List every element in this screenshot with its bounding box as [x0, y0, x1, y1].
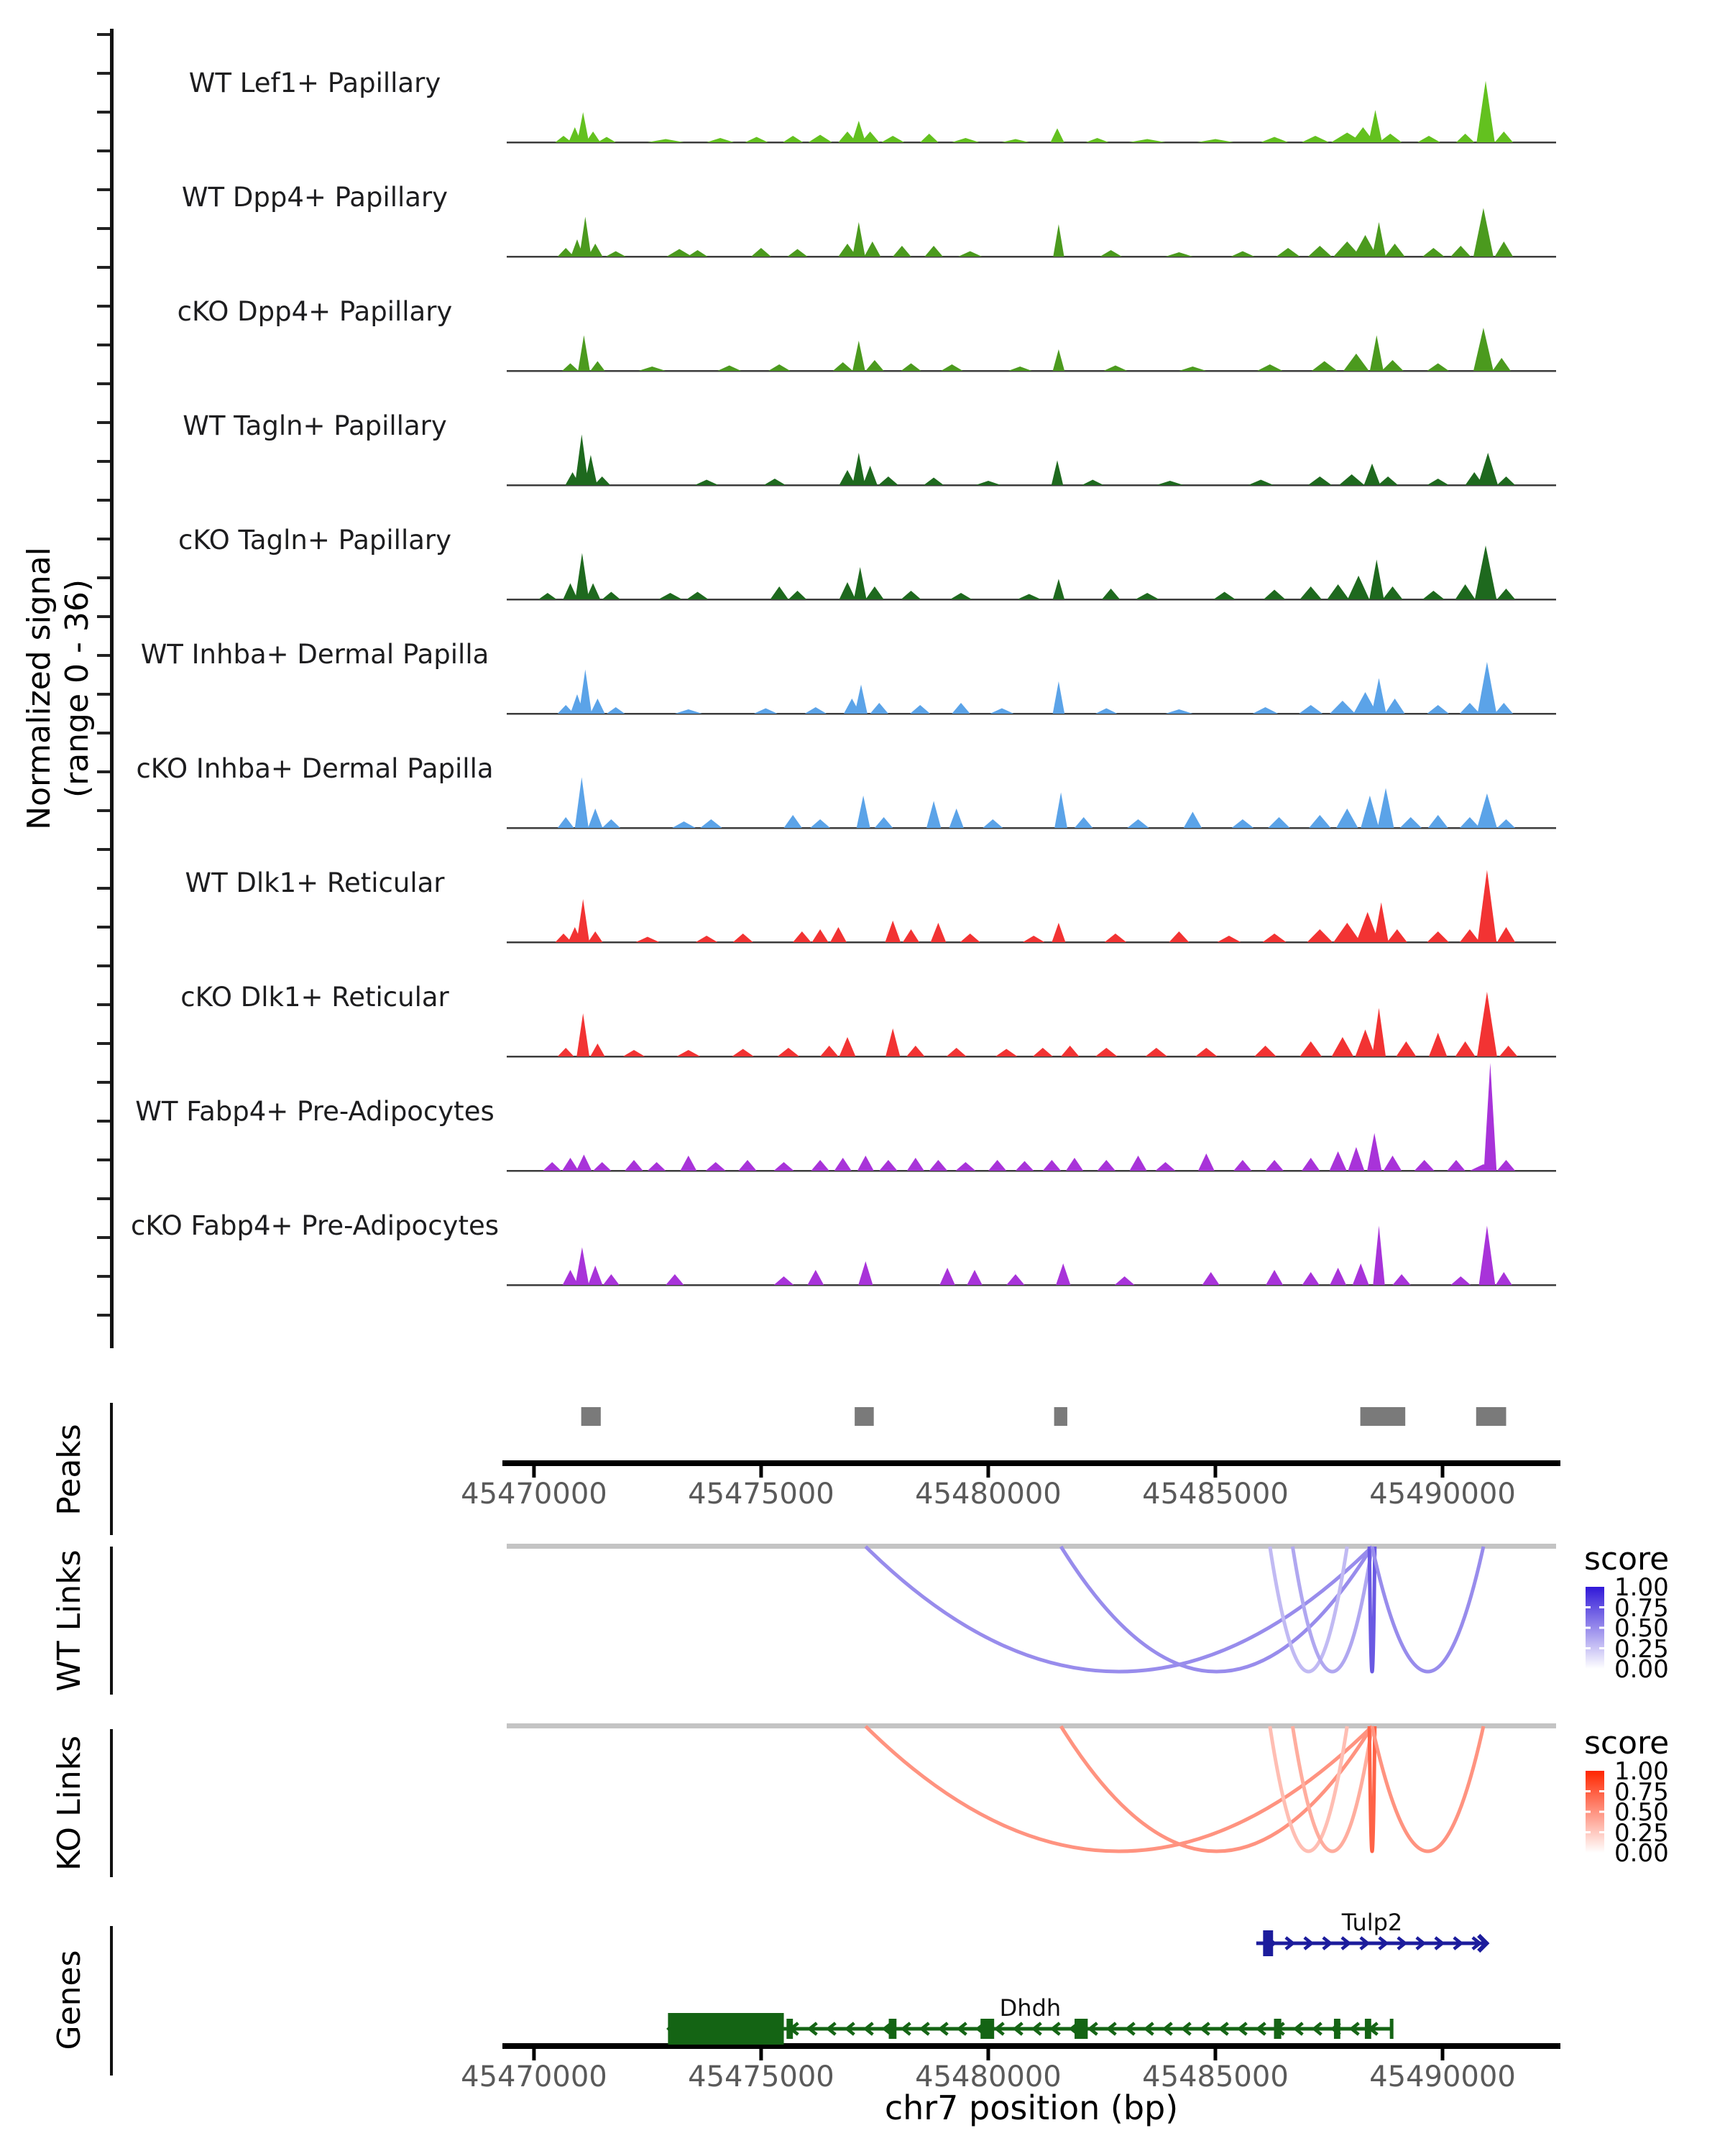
- gene-label-Tulp2: Tulp2: [1341, 1909, 1403, 1936]
- signal-axis-tick: [97, 1197, 110, 1200]
- peak-interval-4: [1476, 1407, 1506, 1426]
- section-bracket-genes: [110, 1926, 113, 2076]
- gene-exon-Dhdh-2: [889, 2019, 897, 2039]
- gene-exon-Dhdh-3: [980, 2019, 994, 2039]
- ko-legend-tick-0: 1.00: [1614, 1757, 1669, 1786]
- wt-link-arc-2: [1270, 1547, 1348, 1672]
- peaks-axis-line: [502, 1460, 1560, 1466]
- signal-axis-tick: [97, 615, 110, 618]
- signal-axis-tick: [97, 499, 110, 502]
- gene-exon-Dhdh-7: [1365, 2019, 1371, 2039]
- section-label-wt-links: WT Links: [51, 1549, 88, 1692]
- signal-axis-tick: [97, 926, 110, 929]
- signal-axis-tick: [97, 1120, 110, 1123]
- signal-axis-tick: [97, 460, 110, 463]
- peaks-axis-tick: [532, 1466, 535, 1478]
- track-label-6: cKO Inhba+ Dermal Papilla: [136, 753, 494, 784]
- signal-axis-tick: [97, 382, 110, 385]
- gene-label-Dhdh: Dhdh: [999, 1994, 1062, 2022]
- signal-axis-tick: [97, 1314, 110, 1317]
- signal-axis-tick: [97, 188, 110, 191]
- ko-links-baseline: [507, 1723, 1556, 1728]
- track-label-8: cKO Dlk1+ Reticular: [180, 982, 449, 1013]
- signal-axis-tick: [97, 654, 110, 657]
- peaks-tick-label-4: 45490000: [1369, 1478, 1516, 1511]
- signal-axis-tick: [97, 266, 110, 269]
- signal-track-10: [507, 1226, 1556, 1286]
- gene-exon-Dhdh-6: [1334, 2019, 1340, 2039]
- peaks-tick-label-0: 45470000: [461, 1478, 607, 1511]
- signal-axis-tick: [97, 1042, 110, 1045]
- legend-notch: [1586, 1606, 1591, 1608]
- peaks-axis-tick: [1213, 1466, 1217, 1478]
- section-bracket-wt-links: [110, 1547, 113, 1695]
- signal-axis-tick: [97, 33, 110, 36]
- signal-axis-tick: [97, 887, 110, 890]
- signal-axis-tick: [97, 809, 110, 812]
- signal-axis-tick: [97, 111, 110, 114]
- signal-track-3: [507, 435, 1556, 486]
- bottom-tick-label-0: 45470000: [461, 2060, 607, 2093]
- signal-track-0: [507, 81, 1556, 143]
- track-label-5: WT Inhba+ Dermal Papilla: [140, 639, 489, 670]
- bottom-tick-label-2: 45480000: [915, 2060, 1062, 2093]
- peak-interval-3: [1361, 1407, 1406, 1426]
- wt-score-legend-title: score: [1584, 1541, 1670, 1577]
- x-axis-title: chr7 position (bp): [884, 2088, 1179, 2127]
- wt-legend-tick-2: 0.50: [1614, 1614, 1669, 1643]
- bottom-axis-tick: [1440, 2049, 1444, 2060]
- wt-link-arc-4: [1369, 1547, 1375, 1672]
- signal-track-4: [507, 545, 1556, 599]
- track-baseline-6: [507, 827, 1556, 829]
- section-bracket-peaks: [110, 1403, 113, 1535]
- ko-score-legend-title: score: [1584, 1725, 1670, 1761]
- signal-axis-spine: [110, 29, 114, 1348]
- track-label-10: cKO Fabp4+ Pre-Adipocytes: [130, 1210, 499, 1241]
- bottom-axis-tick: [1213, 2049, 1217, 2060]
- signal-track-7: [507, 870, 1556, 943]
- track-label-0: WT Lef1+ Papillary: [188, 68, 441, 98]
- signal-axis-tick: [97, 72, 110, 75]
- legend-notch: [1586, 1811, 1591, 1813]
- signal-axis-tick: [97, 693, 110, 696]
- legend-notch: [1586, 1647, 1591, 1649]
- legend-notch: [1586, 1627, 1591, 1629]
- legend-notch: [1586, 1831, 1591, 1833]
- legend-notch: [1586, 1790, 1591, 1792]
- legend-notch: [1599, 1647, 1604, 1649]
- signal-axis-tick: [97, 1236, 110, 1239]
- signal-axis-tick: [97, 770, 110, 773]
- signal-track-5: [507, 662, 1556, 714]
- section-label-genes: Genes: [51, 1950, 88, 2050]
- bottom-axis-tick: [759, 2049, 763, 2060]
- signal-axis-tick: [97, 344, 110, 346]
- track-baseline-3: [507, 484, 1556, 487]
- track-label-7: WT Dlk1+ Reticular: [185, 867, 445, 898]
- gene-exon-Dhdh-0: [668, 2013, 783, 2045]
- bottom-axis-tick: [532, 2049, 535, 2060]
- peak-interval-2: [1054, 1407, 1067, 1426]
- signal-axis-tick: [97, 848, 110, 851]
- track-label-4: cKO Tagln+ Papillary: [178, 525, 452, 556]
- signal-track-1: [507, 208, 1556, 257]
- gene-exon-Dhdh-4: [1075, 2019, 1087, 2039]
- signal-track-9: [507, 1063, 1556, 1171]
- signal-axis-tick: [97, 538, 110, 540]
- peaks-axis-tick: [1440, 1466, 1444, 1478]
- track-label-9: WT Fabp4+ Pre-Adipocytes: [135, 1096, 494, 1127]
- gene-exon-Dhdh-8: [1390, 2019, 1394, 2039]
- signal-axis-tick: [97, 964, 110, 967]
- legend-notch: [1599, 1790, 1604, 1792]
- legend-notch: [1599, 1627, 1604, 1629]
- legend-notch: [1599, 1831, 1604, 1833]
- bottom-tick-label-1: 45475000: [688, 2060, 834, 2093]
- signal-track-2: [507, 328, 1556, 371]
- ko-link-arc-4: [1369, 1726, 1375, 1851]
- signal-axis-tick: [97, 421, 110, 424]
- ko-legend-tick-2: 0.50: [1614, 1798, 1669, 1827]
- gene-exon-Dhdh-1: [786, 2019, 793, 2039]
- peak-interval-0: [581, 1407, 601, 1426]
- signal-axis-tick: [97, 1003, 110, 1006]
- peaks-tick-label-3: 45485000: [1142, 1478, 1289, 1511]
- peaks-axis-tick: [759, 1466, 763, 1478]
- section-bracket-ko-links: [110, 1729, 113, 1877]
- signal-axis-tick: [97, 149, 110, 152]
- signal-axis-tick: [97, 732, 110, 734]
- y-axis-label-line1: Normalized signal: [21, 547, 58, 830]
- legend-notch: [1599, 1606, 1604, 1608]
- track-label-1: WT Dpp4+ Papillary: [181, 182, 448, 213]
- ko-link-arc-5: [1372, 1726, 1484, 1851]
- signal-axis-tick: [97, 1158, 110, 1161]
- section-label-ko-links: KO Links: [51, 1735, 88, 1871]
- signal-axis-tick: [97, 305, 110, 308]
- bottom-axis-line: [502, 2043, 1560, 2049]
- signal-track-6: [507, 778, 1556, 829]
- signal-axis-tick: [97, 227, 110, 230]
- track-label-3: WT Tagln+ Papillary: [183, 410, 447, 441]
- peak-interval-1: [855, 1407, 874, 1426]
- wt-legend-tick-3: 0.25: [1614, 1634, 1669, 1664]
- wt-legend-tick-0: 1.00: [1614, 1573, 1669, 1602]
- track-label-2: cKO Dpp4+ Papillary: [177, 296, 453, 327]
- ko-legend-tick-3: 0.25: [1614, 1818, 1669, 1848]
- wt-legend-tick-1: 0.75: [1614, 1593, 1669, 1623]
- bottom-tick-label-3: 45485000: [1142, 2060, 1289, 2093]
- bottom-axis-tick: [986, 2049, 990, 2060]
- y-axis-label-line2: (range 0 - 36): [59, 579, 96, 798]
- gene-exon-Dhdh-5: [1274, 2019, 1282, 2039]
- section-label-peaks: Peaks: [51, 1424, 88, 1516]
- legend-notch: [1599, 1811, 1604, 1813]
- wt-links-baseline: [507, 1544, 1556, 1549]
- wt-legend-tick-4: 0.00: [1614, 1655, 1669, 1684]
- peaks-tick-label-2: 45480000: [915, 1478, 1062, 1511]
- ko-link-arc-2: [1270, 1726, 1348, 1851]
- ko-legend-tick-1: 0.75: [1614, 1777, 1669, 1807]
- peaks-tick-label-1: 45475000: [688, 1478, 834, 1511]
- signal-axis-tick: [97, 1275, 110, 1278]
- peaks-axis-tick: [986, 1466, 990, 1478]
- signal-axis-tick: [97, 1081, 110, 1084]
- ko-legend-tick-4: 0.00: [1614, 1839, 1669, 1868]
- bottom-tick-label-4: 45490000: [1369, 2060, 1516, 2093]
- signal-track-8: [507, 992, 1556, 1056]
- wt-link-arc-5: [1372, 1547, 1484, 1672]
- signal-axis-tick: [97, 576, 110, 579]
